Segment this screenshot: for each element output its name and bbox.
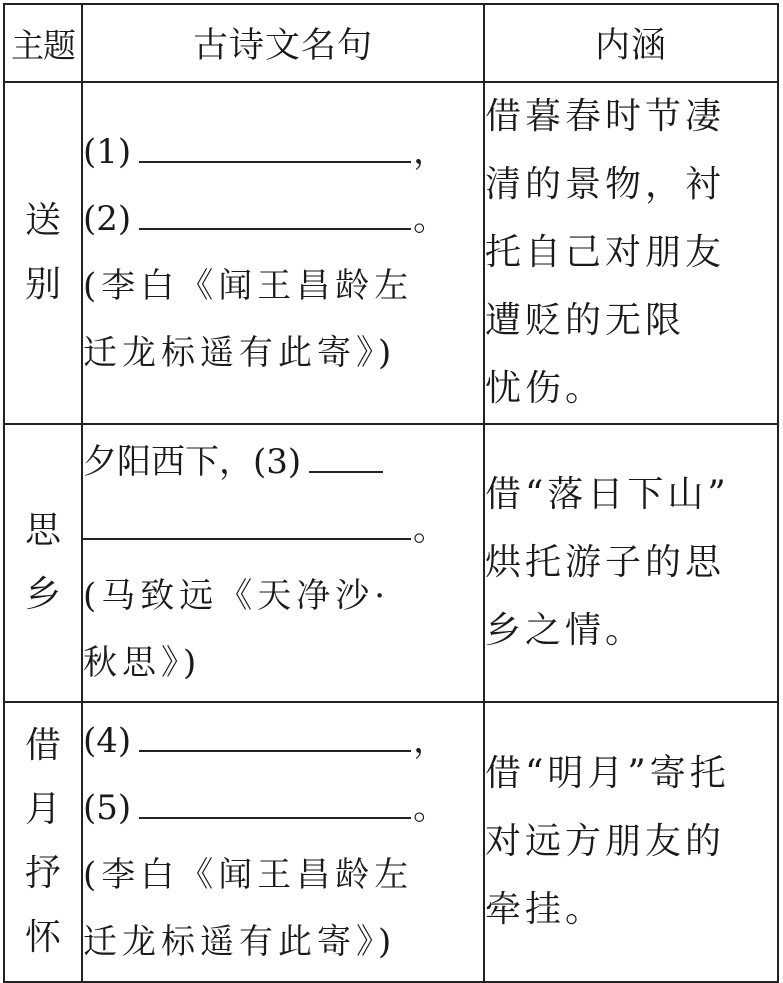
punctuation: 。 xyxy=(413,509,447,549)
answer-blank[interactable] xyxy=(139,127,411,163)
meaning-line: 遭贬的无限 xyxy=(485,300,686,341)
theme-char: 借 xyxy=(24,725,61,766)
source-line: 迁龙标遥有此寄》) xyxy=(83,333,397,373)
meaning-line: 乡之情。 xyxy=(485,610,646,651)
meaning-line: 借“落日下山” xyxy=(485,474,730,515)
meaning-line: 牵挂。 xyxy=(485,889,606,930)
quote-cell xyxy=(82,424,484,702)
quote-line xyxy=(83,186,483,253)
blank-number: (4) xyxy=(83,721,132,761)
quote-cell xyxy=(82,702,484,982)
table-row-farewell xyxy=(4,82,778,424)
source-line: 秋思》) xyxy=(83,643,202,683)
source-line: 迁龙标遥有此寄》) xyxy=(83,922,397,962)
theme-char: 送 xyxy=(24,200,61,241)
answer-blank[interactable] xyxy=(83,504,411,540)
answer-blank[interactable] xyxy=(309,437,383,473)
blank-number: (3) xyxy=(253,442,302,482)
meaning-cell xyxy=(484,82,778,424)
quote-line xyxy=(83,496,483,563)
blank-number: (1) xyxy=(83,132,132,172)
quote-line xyxy=(83,429,483,496)
theme-char: 月 xyxy=(24,789,61,830)
meaning-line: 清的景物，衬 xyxy=(485,164,726,205)
meaning-line: 托自己对朋友 xyxy=(485,232,726,273)
theme-cell xyxy=(4,424,82,702)
punctuation: 。 xyxy=(413,199,448,239)
quote-line xyxy=(83,708,483,775)
table-row-moon xyxy=(4,702,778,982)
header-quote: 古诗文名句 xyxy=(82,4,484,82)
table-row-homesick xyxy=(4,424,778,702)
theme-char: 抒 xyxy=(24,853,61,894)
header-row xyxy=(4,4,778,82)
quote-prefix: 夕阳西下， xyxy=(83,442,253,482)
meaning-cell xyxy=(484,424,778,702)
theme-char: 怀 xyxy=(24,917,61,958)
answer-blank[interactable] xyxy=(139,783,411,819)
meaning-line: 借暮春时节凄 xyxy=(485,96,726,137)
header-theme: 主题 xyxy=(4,4,82,82)
quote-cell xyxy=(82,82,484,424)
source-line: (李白《闻王昌龄左 xyxy=(83,855,414,895)
meaning-line: 忧伤。 xyxy=(485,368,606,409)
punctuation: 。 xyxy=(413,788,448,828)
blank-number: (5) xyxy=(83,788,132,828)
answer-blank[interactable] xyxy=(139,716,411,752)
theme-char: 别 xyxy=(24,264,61,305)
meaning-line: 烘托游子的思 xyxy=(485,542,726,583)
punctuation: ， xyxy=(413,721,448,761)
quote-line xyxy=(83,775,483,842)
poem-table xyxy=(3,3,779,983)
theme-char: 思 xyxy=(24,510,61,551)
blank-number: (2) xyxy=(83,199,132,239)
meaning-line: 借“明月”寄托 xyxy=(485,753,730,794)
answer-blank[interactable] xyxy=(139,194,411,230)
source-line: (马致远《天净沙· xyxy=(83,576,391,616)
theme-cell xyxy=(4,82,82,424)
quote-line xyxy=(83,119,483,186)
theme-char: 乡 xyxy=(24,574,61,615)
source-line: (李白《闻王昌龄左 xyxy=(83,266,414,306)
header-meaning: 内涵 xyxy=(484,4,778,82)
meaning-cell xyxy=(484,702,778,982)
punctuation: ， xyxy=(413,132,448,172)
meaning-line: 对远方朋友的 xyxy=(485,821,726,862)
theme-cell xyxy=(4,702,82,982)
